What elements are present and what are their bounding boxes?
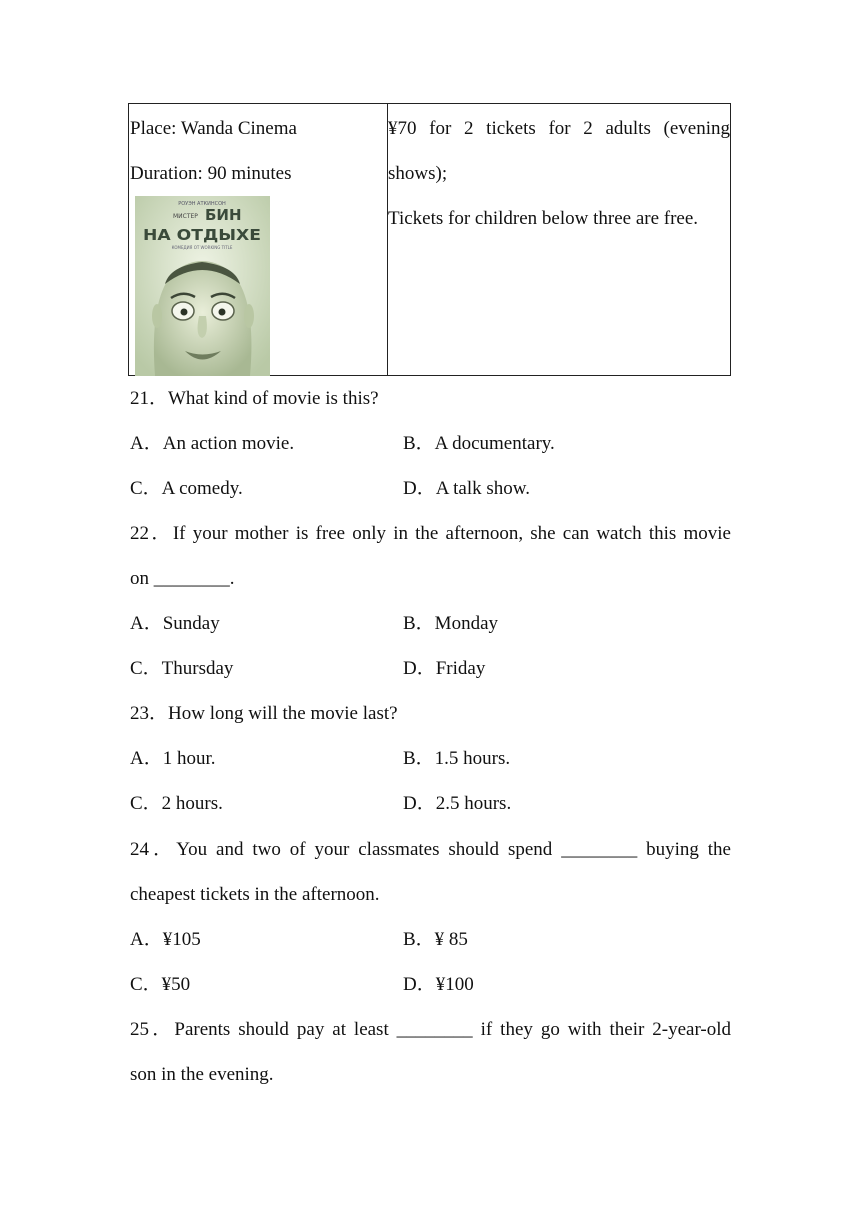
question-23: 23．How long will the movie last? [130,703,398,724]
poster-title-big1: БИН [205,206,242,224]
q21-option-b: B．A documentary. [403,433,555,454]
q22-option-d: D．Friday [403,658,486,679]
question-25-line1: 25．Parents should pay at least ________ if they go with their 2-year-old [130,1019,731,1040]
poster-title-big2: НА ОТДЫХЕ [143,226,261,244]
question-21: 21．What kind of movie is this? [130,388,379,409]
price-text-line2: shows); [388,163,448,184]
q22-option-a: A．Sunday [130,613,220,634]
question-25-line2: son in the evening. [130,1064,274,1085]
poster-top-text: РОУЭН АТКИНСОН [178,201,226,207]
info-cell-right [388,104,730,375]
q23-option-a: A．1 hour. [130,748,216,769]
info-table [128,103,731,376]
q23-option-b: B．1.5 hours. [403,748,511,769]
price-text-line1: ¥70 for 2 tickets for 2 adults (evening [388,118,730,139]
children-ticket-text: Tickets for children below three are free. [388,208,699,229]
question-22-line2: on ________. [130,568,235,589]
q22-option-b: B．Monday [403,613,499,634]
question-22-line1: 22．If your mother is free only in the afternoon, she can watch this movie [130,523,731,544]
place-text: Place: Wanda Cinema [130,118,297,139]
q23-option-c: C．2 hours. [130,793,223,814]
q21-option-d: D．A talk show. [403,478,531,499]
duration-text: Duration: 90 minutes [130,163,292,184]
poster-subtitle: КОМЕДИЯ ОТ WORKING TITLE [171,245,233,250]
q24-option-b: B．¥ 85 [403,929,468,950]
q24-option-c: C．¥50 [130,974,191,995]
question-24-line1: 24．You and two of your classmates should spend ________ buying the [130,839,731,860]
q24-option-a: A．¥105 [130,929,201,950]
movie-poster-image [135,196,270,376]
poster-title-small: МИСТЕР [173,213,198,220]
q21-option-a: A．An action movie. [130,433,295,454]
q22-option-c: C．Thursday [130,658,234,679]
q21-option-c: C．A comedy. [130,478,243,499]
q24-option-d: D．¥100 [403,974,474,995]
question-24-line2: cheapest tickets in the afternoon. [130,884,380,905]
info-cell-left [129,104,388,375]
q23-option-d: D．2.5 hours. [403,793,512,814]
